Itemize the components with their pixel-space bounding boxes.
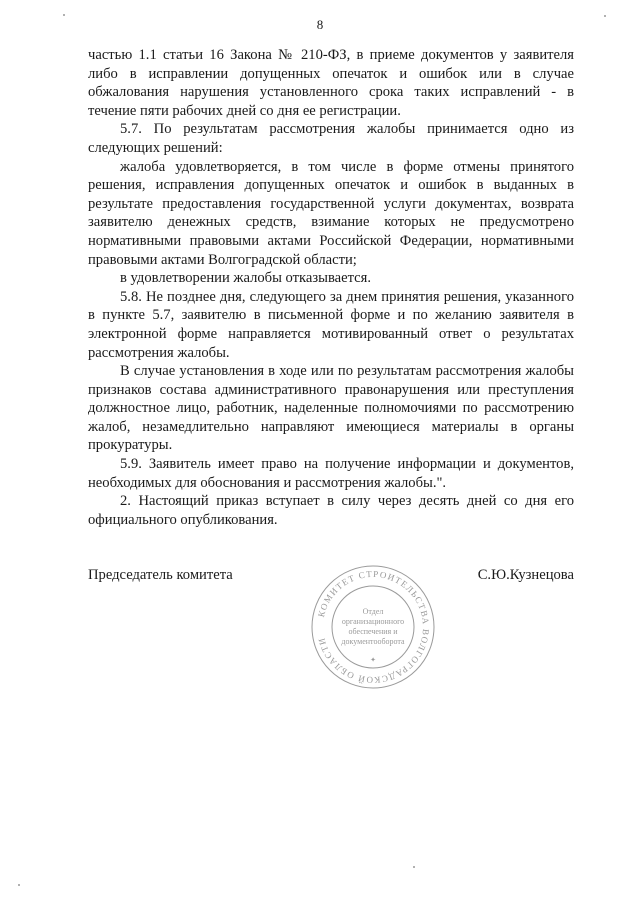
signer-role: Председатель комитета	[88, 567, 233, 583]
paragraph-continuation: частью 1.1 статьи 16 Закона № 210-ФЗ, в приеме документов у заявителя либо в исправлении допущенных опечаток и ошибок или в случае обжалования нарушения установленного срока таких исправлений - в течение пяти рабочих дней со дня ее регистрации.	[88, 47, 574, 119]
paragraph-prosecution: В случае установления в ходе или по результатам рассмотрения жалобы признаков состава административного правонарушения или преступления должностное лицо, работник, наделенные полномочиями по рассмотрению жалоб, незамедлительно направляют имеющиеся материалы в органы прокуратуры.	[88, 363, 574, 454]
scan-speck	[63, 14, 65, 16]
stamp-center-line-1: Отдел	[362, 607, 384, 616]
stamp-center-line-2: организационного	[341, 617, 405, 626]
paragraph-decision-refused: в удовлетворении жалобы отказывается.	[120, 270, 372, 287]
stamp-ring-text: КОМИТЕТ СТРОИТЕЛЬСТВА ВОЛГОГРАДСКОЙ ОБЛАСТИ	[316, 568, 432, 686]
scan-speck	[18, 884, 20, 886]
scan-speck	[604, 15, 606, 17]
paragraph-5-8: 5.8. Не позднее дня, следующего за днем принятия решения, указанного в пункте 5.7, заявителю в письменной форме и по желанию заявителя в электронной форме направляется мотивированный ответ о результатах рассмотрения жалобы.	[88, 288, 574, 361]
signer-name: С.Ю.Кузнецова	[477, 567, 574, 583]
official-stamp	[309, 563, 437, 691]
stamp-center-line-4: документооборота	[341, 637, 405, 646]
paragraph-decision-satisfied: жалоба удовлетворяется, в том числе в форме отмены принятого решения, исправления допущенных опечаток и ошибок в выданных в результате предоставления государственной услуги документах, возврата заявителю денежных средств, взимание которых не предусмотрено нормативными правовыми актами Российской Федерации, нормативными правовыми актами Волгоградской области;	[88, 158, 574, 268]
paragraph-effective-date: 2. Настоящий приказ вступает в силу через десять дней со дня его официального опубликования.	[88, 493, 574, 528]
scan-speck	[413, 866, 415, 868]
page-number: 8	[316, 17, 324, 32]
stamp-star-icon: ✦	[370, 656, 376, 664]
paragraph-5-9: 5.9. Заявитель имеет право на получение информации и документов, необходимых для обоснования и рассмотрения жалобы.".	[88, 456, 574, 491]
stamp-center-line-3: обеспечения и	[348, 627, 398, 636]
paragraph-5-7: 5.7. По результатам рассмотрения жалобы принимается одно из следующих решений:	[88, 121, 574, 156]
document-body	[88, 46, 574, 529]
